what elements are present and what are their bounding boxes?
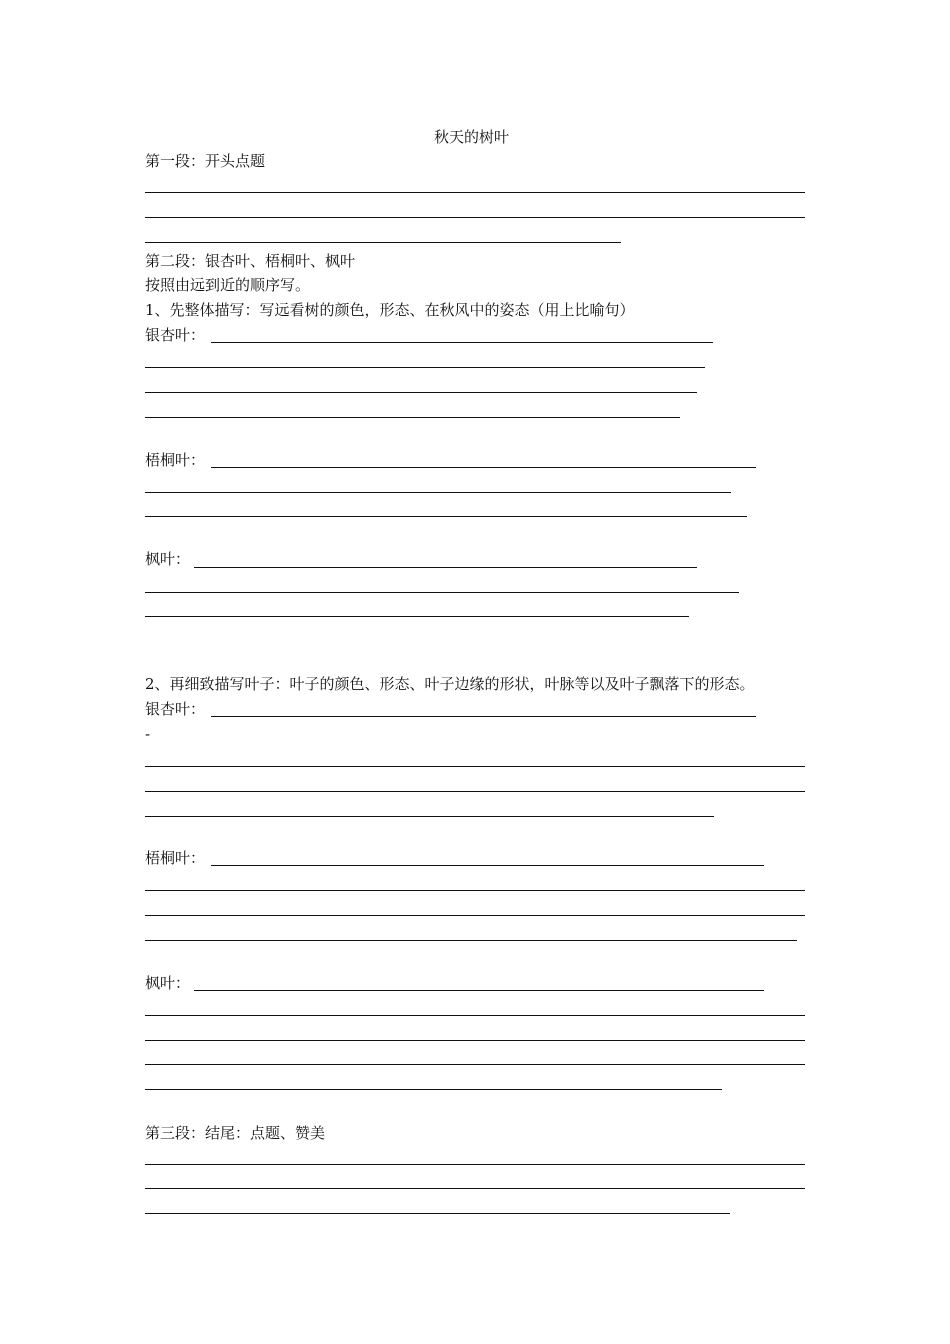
writing-line[interactable] — [145, 417, 680, 418]
writing-line[interactable] — [145, 392, 697, 393]
part1-parasol-label: 梧桐叶： — [145, 451, 206, 469]
part2-parasol-label: 梧桐叶： — [145, 849, 206, 867]
part2-maple-label: 枫叶： — [145, 974, 191, 992]
part2-instruction: 2、再细致描写叶子：叶子的颜色、形态、叶子边缘的形状，叶脉等以及叶子飘落下的形态。 — [145, 675, 755, 693]
writing-line[interactable] — [211, 342, 713, 343]
writing-line[interactable] — [194, 567, 697, 568]
section3-heading: 第三段：结尾：点题、赞美 — [145, 1124, 326, 1142]
writing-line[interactable] — [145, 217, 805, 218]
page-title: 秋天的树叶 — [434, 128, 510, 146]
writing-line[interactable] — [145, 1015, 805, 1016]
writing-line[interactable] — [145, 940, 797, 941]
stray-mark: - — [145, 725, 151, 743]
section1-heading: 第一段：开头点题 — [145, 152, 266, 170]
writing-line[interactable] — [211, 865, 764, 866]
writing-line[interactable] — [145, 242, 621, 243]
writing-line[interactable] — [211, 467, 756, 468]
writing-line[interactable] — [145, 890, 805, 891]
writing-line[interactable] — [211, 716, 756, 717]
writing-line[interactable] — [145, 1164, 805, 1165]
writing-line[interactable] — [145, 1064, 805, 1065]
writing-line[interactable] — [145, 616, 689, 617]
part1-instruction: 1、先整体描写：写远看树的颜色，形态、在秋风中的姿态（用上比喻句） — [145, 301, 635, 319]
writing-line[interactable] — [145, 915, 805, 916]
part2-ginkgo-label: 银杏叶： — [145, 700, 206, 718]
writing-line[interactable] — [145, 1188, 805, 1189]
writing-line[interactable] — [145, 816, 714, 817]
writing-line[interactable] — [145, 766, 805, 767]
writing-line[interactable] — [145, 367, 705, 368]
writing-line[interactable] — [145, 492, 731, 493]
writing-line[interactable] — [145, 192, 805, 193]
writing-line[interactable] — [145, 1213, 730, 1214]
part1-ginkgo-label: 银杏叶： — [145, 326, 206, 344]
writing-line[interactable] — [145, 592, 739, 593]
writing-line[interactable] — [145, 791, 805, 792]
writing-line[interactable] — [145, 516, 747, 517]
writing-line[interactable] — [194, 990, 764, 991]
part1-maple-label: 枫叶： — [145, 550, 191, 568]
writing-line[interactable] — [145, 1089, 722, 1090]
writing-line[interactable] — [145, 1040, 805, 1041]
order-note: 按照由远到近的顺序写。 — [145, 276, 311, 294]
section2-heading: 第二段：银杏叶、梧桐叶、枫叶 — [145, 252, 356, 270]
